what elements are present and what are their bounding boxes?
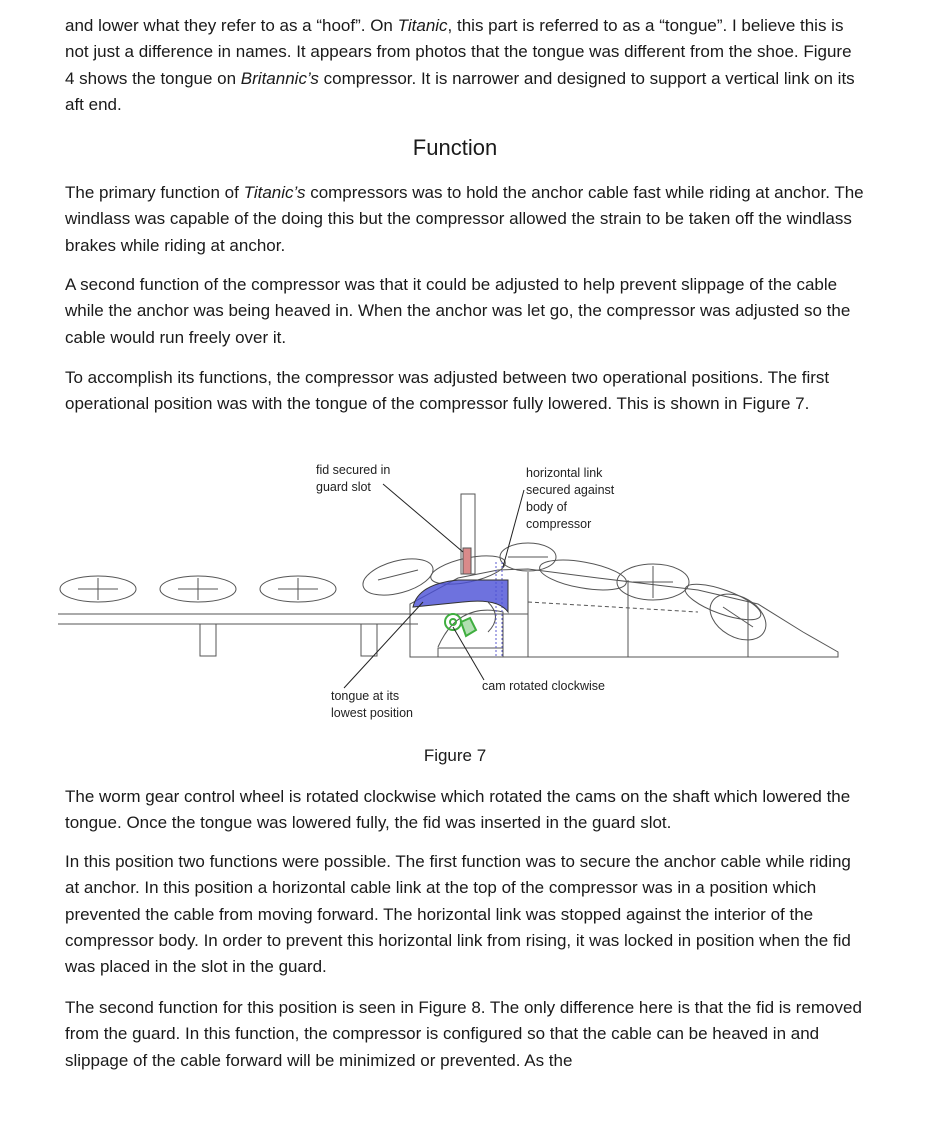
- paragraph-worm-gear: [65, 784, 865, 837]
- paragraph-text-segment: The primary function of: [65, 183, 244, 202]
- chain-link-1: [60, 576, 136, 602]
- label-link-2: secured against: [526, 483, 615, 497]
- label-link-1: horizontal link: [526, 466, 603, 480]
- figure-caption: Figure 7: [423, 746, 487, 765]
- leader-fid: [383, 484, 463, 552]
- paragraph-text-segment: The worm gear control wheel is rotated clockwise which rotated the cams on the shaft which lowered the tongue. Once the tongue was lowered fully, the fid was inserted in the guard slot.: [65, 787, 851, 833]
- paragraph-text-segment: In this position two functions were possible. The first function was to secure the anchor cable while riding at anchor. In this position a horizontal cable link at the top of the compressor was in a position which prevented the cable from moving forward. The horizontal link was stopped against the interior of the compressor body. In order to prevent this horizontal link from rising, it was locked in position when the fid was placed in the slot in the guard.: [65, 852, 851, 977]
- paragraph-hoof-tongue: [65, 13, 865, 118]
- deck-support-left: [200, 624, 216, 656]
- label-cam: cam rotated clockwise: [482, 679, 605, 693]
- paragraph-second-function: [65, 272, 865, 351]
- fid-shape: [463, 548, 471, 574]
- paragraph-text-segment: The second function for this position is seen in Figure 8. The only difference here is that the fid is removed from the guard. In this function, the compressor is configured so that the cable can be heaved in and slippage of the cable forward will be minimized or prevented. As the: [65, 998, 862, 1070]
- section-heading: Function: [412, 135, 498, 160]
- label-link-4: compressor: [526, 517, 592, 531]
- chain-link-2: [160, 576, 236, 602]
- paragraph-text-segment: and lower what they refer to as a “hoof”. On: [65, 16, 398, 35]
- label-tongue-2: lowest position: [331, 706, 413, 720]
- paragraph-text-segment: compressors was to hold the anchor cable fast while riding at anchor. The windlass was capable of the doing this but the compressor allowed the strain to be taken off the windlass brakes while riding at anchor.: [65, 183, 864, 255]
- compressor-diagram: [58, 452, 848, 722]
- label-tongue-1: tongue at its: [331, 689, 400, 703]
- paragraph-text-segment: A second function of the compressor was that it could be adjusted to help prevent slippage of the cable while the anchor was being heaved in. When the anchor was let go, the compressor was adjusted so the cable would run freely over it.: [65, 275, 851, 347]
- label-fid-1: fid secured in: [316, 463, 391, 477]
- tongue-shape: [413, 580, 508, 612]
- leader-link: [503, 490, 524, 567]
- label-fid-2: guard slot: [316, 480, 371, 494]
- chain-link-7: [537, 555, 628, 596]
- paragraph-text-segment: Titanic’s: [243, 183, 306, 202]
- deck-support-right: [361, 624, 377, 656]
- label-link-3: body of: [526, 500, 568, 514]
- chain-link-3: [260, 576, 336, 602]
- leader-tongue: [344, 602, 423, 688]
- cam-shape: [445, 614, 476, 636]
- paragraph-text-segment: compressor. It is narrower and designed to support a vertical link on its aft end.: [65, 68, 855, 114]
- paragraph-primary-function: [65, 180, 865, 259]
- paragraph-second-function-fid: [65, 995, 865, 1074]
- paragraph-operational-positions: [65, 365, 865, 418]
- paragraph-two-functions: [65, 849, 865, 980]
- paragraph-text-segment: To accomplish its functions, the compressor was adjusted between two operational positions. The first operational position was with the tongue of the compressor fully lowered. This is shown in Figure 7.: [65, 368, 830, 414]
- chain-link-10: [702, 585, 774, 650]
- paragraph-text-segment: Titanic: [397, 16, 448, 35]
- paragraph-text-segment: Britannic’s: [240, 68, 319, 88]
- paragraph-text-segment: , this part is referred to as a “tongue”. I believe this is not just a difference in names. It appears from photos that the tongue was different from the shoe. Figure 4 shows the tongue on: [65, 16, 852, 88]
